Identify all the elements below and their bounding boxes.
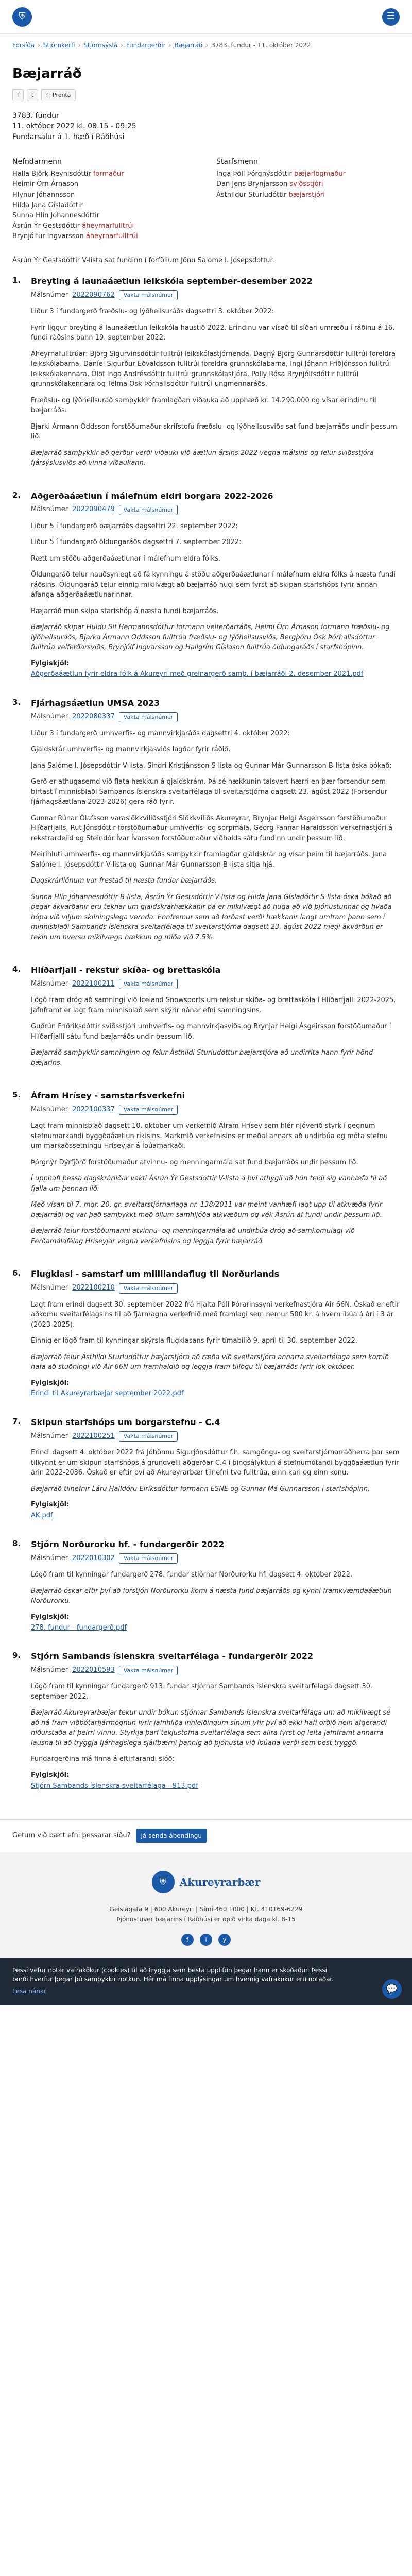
agenda-paragraph: Bæjarráð felur Ásthildi Sturludóttur bæjarstjóra að ræða við sveitarstjóra annarra sveitarfélaga sem komið hafa að stuðningi við Air 66N um framhaldið og leggja fram tillögu til bæjarráðs fyrir lok október. <box>31 1353 389 1371</box>
members-heading: Nefndarmenn <box>12 157 62 166</box>
case-number-label: Málsnúmer <box>31 291 68 299</box>
site-header <box>0 0 412 34</box>
breadcrumb-item[interactable]: Forsíða <box>12 42 35 49</box>
attachments-heading: Fylgiskjöl: <box>31 1771 70 1779</box>
breadcrumb-item[interactable]: Stjórnkerfi <box>43 42 75 49</box>
attachment-link[interactable]: Erindi til Akureyrarbæjar september 2022.pdf <box>31 1389 184 1398</box>
agenda-item-title: Stjórn Norðurorku hf. - fundargerðir 2022 <box>31 1539 225 1550</box>
chat-icon[interactable]: 💬 <box>382 1979 402 1999</box>
agenda-paragraph: Í upphafi þessa dagskrárliðar vakti Ásrún Ýr Gestsdóttir V-lista á því athygli að hún teldi sig vanhæfa til að fjalla um þennan lið. <box>31 1175 387 1193</box>
agenda-item-number: 1. <box>12 276 21 285</box>
site-footer <box>0 1852 412 1958</box>
attendee-role: áheyrnarfulltrúi <box>85 232 138 241</box>
case-number-row <box>31 712 400 722</box>
watch-case-button[interactable]: Vakta málsnúmer <box>119 1431 178 1442</box>
attendee-name: Halla Björk Reynisdóttir <box>12 170 91 178</box>
agenda-paragraph: Gerð er athugasemd við flata hækkun á gjaldskrám. Þá sé hækkunin talsvert hærri en þær forsendur sem birtast í minnisblaði Sambands íslenskra sveitarfélaga til sveitarstjórna dagsett 23. ágúst 2022 (Forsendur fjárhagsáætlana 2023-2026) gera ráð fyrir. <box>31 778 388 806</box>
agenda-item <box>12 1538 400 1635</box>
watch-case-button[interactable]: Vakta málsnúmer <box>119 979 178 989</box>
attachment-link[interactable]: 278. fundur - fundargerð.pdf <box>31 1623 127 1632</box>
case-number-row <box>31 290 400 300</box>
case-number-row <box>31 979 400 989</box>
agenda-paragraph: Einnig er lögð fram til kynningar skýrsla flugklasans fyrir tímabilið 9. apríl til 30. september 2022. <box>31 1337 358 1345</box>
agenda-paragraph: Erindi dagsett 4. október 2022 frá Jóhönnu Sigurjónsdóttur f.h. samgöngu- og sveitarstjórnarráðherra þar sem tilkynnt er um skipun starfshóps á grundvelli aðgerðar C.4 í þingsályktun á stefnumótandi byggðaáætlun fyrir árin 2022-2036. Óskað er eftir því að Akureyrarbær tilnefni tvo fulltrúa, einn karl og einn konu. <box>31 1449 400 1477</box>
print-icon: ⎙ <box>46 92 51 99</box>
agenda-items <box>12 275 400 1793</box>
hamburger-icon[interactable]: ☰ <box>382 8 400 26</box>
attachment-item <box>31 1782 400 1791</box>
agenda-paragraph: Liður 5 í fundargerð bæjarráðs dagsettri 22. september 2022: <box>31 522 238 530</box>
watch-case-button[interactable]: Vakta málsnúmer <box>119 1105 178 1115</box>
attendee-name: Hlynur Jóhannsson <box>12 191 75 199</box>
case-number-link[interactable]: 2022100211 <box>72 979 115 988</box>
agenda-paragraph: Bæjarráð mun skipa starfshóp á næsta fundi bæjarráðs. <box>31 607 219 615</box>
case-number-label: Málsnúmer <box>31 505 68 514</box>
agenda-item-title: Breyting á launaáætlun leikskóla september-desember 2022 <box>31 276 313 286</box>
footer-brand: Akureyrarbær <box>179 1875 261 1888</box>
social-icon[interactable]: y <box>218 1934 231 1946</box>
agenda-paragraph: Bæjarráð Akureyrarbæjar tekur undir bókun stjórnar Sambands íslenskra sveitarfélaga um að mikilvægt sé að ná fram viðbótarfjármögnun fyrir jafnhliða innleiðingum sínum yfir því að ekki hafi orðið nein afgerandi niðurstaða af þeirri vinnu. Styrkja þarf tekjustofna sveitarfélaga sem allra fyrst og leita jafnframt annarra lausna til að tryggja fjárhagslega sjálfbærni þannig að þjónusta við íbúana verði sem best tryggð. <box>31 1709 391 1747</box>
breadcrumb-separator: › <box>78 42 81 49</box>
feedback-button[interactable]: Já senda ábendingu <box>136 1829 207 1843</box>
agenda-paragraph: Bjarki Ármann Oddsson forstöðumaður skrifstofu fræðslu- og lýðheilsusviðs sat fund bæjarráðs undir þessum lið. <box>31 422 397 441</box>
agenda-paragraph: Lagt fram erindi dagsett 30. september 2022 frá Hjalta Páli Þórarinssyni verkefnastjóra Air 66N. Óskað er eftir aðkomu sveitarfélagsins til að fjármagna verkefnið með framlagi sem nemur 500 kr. á hvern íbúa á ári í 3 ár (2023-2025). <box>31 1300 400 1329</box>
agenda-paragraph: Þórgnýr Dýrfjörð forstöðumaður atvinnu- og menningarmála sat fund bæjarráðs undir þessum lið. <box>31 1158 358 1166</box>
staff-column <box>216 157 400 242</box>
agenda-paragraph: Rætt um stöðu aðgerðaáætlunar í málefnum eldra fólks. <box>31 554 220 563</box>
case-number-link[interactable]: 2022010302 <box>72 1554 115 1562</box>
agenda-item-number: 5. <box>12 1090 21 1100</box>
agenda-paragraph: Liður 3 í fundargerð fræðslu- og lýðheilsuráðs dagsettri 3. október 2022: <box>31 308 274 316</box>
agenda-item-body <box>31 697 400 949</box>
agenda-item-body <box>31 1538 400 1635</box>
agenda-item-title: Áfram Hrísey - samstarfsverkefni <box>31 1091 185 1101</box>
case-number-label: Málsnúmer <box>31 1284 68 1292</box>
agenda-paragraph: Bæjarráð óskar eftir því að forstjóri Norðurorku komi á næsta fund bæjarráðs og kynni framkvæmdaáætlun Norðurorku. <box>31 1587 392 1605</box>
attendee-role: formaður <box>93 170 124 178</box>
watch-case-button[interactable]: Vakta málsnúmer <box>119 712 178 722</box>
attendee <box>12 200 196 211</box>
agenda-item <box>12 964 400 1074</box>
case-number-link[interactable]: 2022090479 <box>72 505 115 514</box>
breadcrumb <box>0 34 412 53</box>
agenda-paragraph: Fræðslu- og lýðheilsuráð samþykkir framlagðan viðauka að upphæð kr. 14.290.000 og vísar erindinu til bæjarráðs. <box>31 396 376 415</box>
twitter-share-button[interactable]: t <box>27 89 38 101</box>
staff-list <box>216 169 400 200</box>
agenda-item-body <box>31 1416 400 1523</box>
attendee-name: Sunna Hlín Jóhannesdóttir <box>12 211 100 219</box>
attendee-name: Brynjólfur Ingvarsson <box>12 232 84 241</box>
case-number-label: Málsnúmer <box>31 713 68 721</box>
meeting-meta <box>12 111 400 142</box>
meeting-number: 3783. fundur <box>12 112 59 121</box>
attendee <box>216 169 400 179</box>
agenda-item <box>12 1268 400 1401</box>
attendee-role: áheyrnarfulltrúi <box>82 222 134 230</box>
agenda-item-body <box>31 1650 400 1793</box>
agenda-item-title: Stjórn Sambands íslenskra sveitarfélaga - fundargerðir 2022 <box>31 1651 314 1662</box>
members-column <box>12 157 196 242</box>
attachment-item <box>31 1511 400 1521</box>
attachments-heading: Fylgiskjöl: <box>31 1379 70 1387</box>
agenda-paragraph: Fyrir liggur breyting á launaáætlun leikskóla haustið 2022. Erindinu var vísað til síðari umræðu í ráðinu á 16. fundi ráðsins þann 19. september 2022. <box>31 324 395 342</box>
members-list <box>12 169 196 242</box>
agenda-item <box>12 1650 400 1793</box>
agenda-item-title: Fjárhagsáætlun UMSA 2023 <box>31 698 160 708</box>
meeting-location: Fundarsalur á 1. hæð í Ráðhúsi <box>12 132 125 141</box>
case-number-row <box>31 1666 400 1676</box>
agenda-item-title: Skipun starfshóps um borgarstefnu - C.4 <box>31 1417 220 1428</box>
agenda-paragraph: Jana Salóme I. Jósepsdóttir V-lista, Sindri Kristjánsson S-lista og Gunnar Már Gunnarsson B-lista óska bókað: <box>31 761 392 770</box>
watch-case-button[interactable]: Vakta málsnúmer <box>119 1666 178 1676</box>
watch-case-button[interactable]: Vakta málsnúmer <box>119 290 178 300</box>
case-number-link[interactable]: 2022080337 <box>72 713 115 721</box>
agenda-paragraph: Bæjarráð samþykkir að gerður verði viðauki við áætlun ársins 2022 vegna málsins og felur sviðsstjóra fjársýslusviðs að vinna viðaukann. <box>31 449 374 467</box>
breadcrumb-item[interactable]: Stjórnsýsla <box>83 42 118 49</box>
agenda-item-number: 7. <box>12 1417 21 1427</box>
agenda-item-body <box>31 964 400 1074</box>
case-number-label: Málsnúmer <box>31 1666 68 1674</box>
case-number-link[interactable]: 2022010593 <box>72 1666 115 1674</box>
social-links <box>12 1934 400 1946</box>
attendee-name: Ásrún Ýr Gestsdóttir <box>12 222 80 230</box>
crest-icon: ⛨ <box>12 7 32 27</box>
attendee-name: Dan Jens Brynjarsson <box>216 180 288 189</box>
facebook-share-button[interactable]: f <box>12 89 24 101</box>
attendee <box>12 231 196 242</box>
attendee-name: Ásthildur Sturludóttir <box>216 191 287 199</box>
footer-address: Geislagata 9 | 600 Akureyri | Sími 460 1000 | Kt. 410169-6229 <box>109 1906 303 1913</box>
share-bar <box>12 89 400 101</box>
agenda-paragraph: Sunna Hlín Jóhannesdóttir B-lista, Ásrún Ýr Gestsdóttir V-lista og Hilda Jana Gísladóttir S-lista óska bókað að þegar ákvarðanir eru teknar um gjaldskrárhækkanir þá er mikilvægt að huga að við þjónustunnar og hvaða hópa við viljum skilningslega vernda. Ennfremur sem að forðast verði hækkanir langt umfram þann sem í minnisblaði Sambands íslenskra sveitarfélaga til sveitarstjórna dagsett 23. ágúst 2022 megi ákvörðun er tekin um hversu mikilvæga hækkun og miða við 7,5%. <box>31 893 392 941</box>
agenda-paragraph: Lögð fram til kynningar fundargerð 278. fundar stjórnar Norðurorku hf. dagsett 4. október 2022. <box>31 1571 353 1579</box>
attendee <box>216 179 400 190</box>
watch-case-button[interactable]: Vakta málsnúmer <box>119 1283 178 1294</box>
attendee <box>12 221 196 231</box>
agenda-paragraph: Liður 3 í fundargerð umhverfis- og mannvirkjaráðs dagsettri 4. október 2022: <box>31 729 290 737</box>
attendee-name: Heimir Örn Árnason <box>12 180 79 189</box>
attachment-link[interactable]: Stjórn Sambands íslenskra sveitarfélaga - 913.pdf <box>31 1782 198 1790</box>
attachment-item <box>31 1389 400 1399</box>
breadcrumb-item[interactable]: Bæjarráð <box>174 42 203 49</box>
attachment-item <box>31 1623 400 1633</box>
agenda-paragraph: Bæjarráð tilnefnir Láru Halldóru Eiríksdóttur formann ESNE og Gunnar Má Gunnarsson í starfshópinn. <box>31 1485 370 1493</box>
main-content <box>0 53 412 1819</box>
agenda-paragraph: Bæjarráð samþykkir samninginn og felur Ásthildi Sturludóttur bæjarstjóra að undirrita hann fyrir hönd bæjarins. <box>31 1049 373 1067</box>
breadcrumb-separator: › <box>205 42 209 49</box>
agenda-item <box>12 275 400 474</box>
attendee-role: bæjarlögmaður <box>294 170 346 178</box>
case-number-row <box>31 505 400 515</box>
attendee-name: Hilda Jana Gísladóttir <box>12 201 83 209</box>
attendee-role: bæjarstjóri <box>288 191 325 199</box>
breadcrumb-separator: › <box>121 42 123 49</box>
breadcrumb-separator: › <box>38 42 40 49</box>
breadcrumb-separator: › <box>168 42 171 49</box>
agenda-item <box>12 697 400 949</box>
case-number-link[interactable]: 2022100210 <box>72 1284 115 1292</box>
breadcrumb-item[interactable]: Fundargerðir <box>126 42 166 49</box>
social-icon[interactable]: i <box>200 1934 212 1946</box>
agenda-paragraph: Gjaldskrár umhverfis- og mannvirkjasviðs lagðar fyrir ráðið. <box>31 745 231 754</box>
agenda-paragraph: Áheyrnafulltrúar: Björg Sigurvinsdóttir fulltrúi leikskólastjórnenda, Dagný Björg Gunnarsdóttir fulltrúi foreldra leikskólabarna, Daníel Sigurður Eðvaldsson fulltrúi foreldra grunnskólabarna, Ingi Jóhann Friðjónsson fulltrúi leikskólakennara, Ólöf Inga Andrésdóttir fulltrúi grunnskólastjóra, Polly Rósa Brynjólfsdóttir fulltrúi grunnskólakennara og Telma Ósk Þórhallsdóttir fulltrúi ungmennaráðs. <box>31 350 396 388</box>
attendee-name: Inga Þöll Þórgnýsdóttir <box>216 170 292 178</box>
attachment-link[interactable]: Aðgerðaáætlun fyrir eldra fólk á Akureyri með greinargerð samþ. í bæjarráði 2. desember 2021.pdf <box>31 670 364 678</box>
agenda-item-title: Flugklasi - samstarf um millilandaflug til Norðurlands <box>31 1269 280 1279</box>
site-logo[interactable] <box>12 7 32 27</box>
agenda-paragraph: Fundargerðina má finna á eftirfarandi slóð: <box>31 1755 175 1764</box>
attendee <box>12 169 196 179</box>
case-number-row <box>31 1283 400 1294</box>
agenda-item-number: 8. <box>12 1539 21 1549</box>
case-number-label: Málsnúmer <box>31 979 68 988</box>
feedback-bar <box>0 1819 412 1852</box>
agenda-item-number: 9. <box>12 1651 21 1660</box>
footer-hours: Þjónustuver bæjarins í Ráðhúsi er opið virka daga kl. 8-15 <box>116 1916 296 1923</box>
agenda-paragraph: Með vísan til 7. mgr. 20. gr. sveitarstjórnarlaga nr. 138/2011 var meint vanhæfi lagt upp til atkvæða fyrir bæjarráði og var það samþykkt með öllum samhljóða atkvæðum og vék Ásrún af fundi undir þessum lið. <box>31 1201 383 1219</box>
agenda-item-title: Hlíðarfjall - rekstur skíða- og brettaskóla <box>31 965 221 975</box>
agenda-item-body <box>31 1090 400 1252</box>
crest-icon: ⛨ <box>152 1871 175 1893</box>
print-button[interactable] <box>41 89 75 101</box>
intro-note: Ásrún Ýr Gestsdóttir V-lista sat fundinn í forföllum Jönu Salome I. Jósepsdóttur. <box>12 257 274 265</box>
agenda-item-number: 2. <box>12 490 21 500</box>
watch-case-button[interactable]: Vakta málsnúmer <box>119 505 178 515</box>
attachments-heading: Fylgiskjöl: <box>31 1501 70 1509</box>
agenda-paragraph: Öldungaráð telur nauðsynlegt að fá kynningu á stöðu aðgerðaáætlunar í málefnum eldra fólks á næsta fundi ráðsins. Öldungaráð telur einnig mikilvægt að bæjarráð hugi sem fyrst að skipan starfshóps fyrir annan áfanga aðgerðaáætlunarinnar. <box>31 571 396 599</box>
case-number-link[interactable]: 2022100251 <box>72 1432 115 1440</box>
agenda-item <box>12 1090 400 1252</box>
agenda-item <box>12 1416 400 1523</box>
agenda-item-body <box>31 275 400 474</box>
attachments-heading: Fylgiskjöl: <box>31 1613 70 1621</box>
agenda-paragraph: Bæjarráð felur forstöðumanni atvinnu- og menningarmála að undirbúa drög að samkomulagi við Ferðamálafélag Hríseyjar vegna verkefnisins og leggja fyrir bæjarráð. <box>31 1227 355 1245</box>
agenda-paragraph: Dagskrárliðnum var frestað til næsta fundar bæjarráðs. <box>31 877 217 885</box>
attendee <box>12 190 196 200</box>
attendee-role: sviðsstjóri <box>289 180 323 189</box>
case-number-row <box>31 1431 400 1442</box>
attachment-link[interactable]: AK.pdf <box>31 1512 53 1520</box>
agenda-paragraph: Guðrún Fríðriksdóttir sviðsstjóri umhverfis- og mannvirkjasviðs og Brynjar Helgi Ásgeirsson forstöðumaður í Hlíðarfjalli sátu fund bæjarráðs undir þessum lið. <box>31 1023 391 1041</box>
agenda-item-body <box>31 1268 400 1401</box>
cookie-banner <box>0 1958 412 2005</box>
agenda-item-number: 3. <box>12 697 21 707</box>
social-icon[interactable]: f <box>181 1934 194 1946</box>
page-title: Bæjarráð <box>12 66 82 82</box>
attendees <box>12 157 400 242</box>
agenda-paragraph: Lagt fram minnisblað dagsett 10. október um verkefnið Áfram Hrísey sem hlér njóverið styrk í gegnum stefnumarkandi byggðaáætlun ríkisins. Markmið verkefnisins er meðal annars að undirbúa og móta stefnu um markaðssetningu Hríseyjar á Íbúamarkaði. <box>31 1122 388 1150</box>
cookie-text: Þessi vefur notar vafrakökur (cookies) til að tryggja sem besta upplifun þegar hann er skoðaður. Þessi borði hverfur þegar þú samþykkir notkun. Hér má finna upplýsingar um hvernig vafrakökur eru notaðar. <box>12 1967 334 1984</box>
attachments-heading: Fylgiskjöl: <box>31 659 70 667</box>
case-number-label: Málsnúmer <box>31 1432 68 1440</box>
attendee <box>216 190 400 200</box>
case-number-link[interactable]: 2022100337 <box>72 1106 115 1114</box>
print-label: Prenta <box>53 92 71 99</box>
footer-logo[interactable] <box>12 1871 400 1893</box>
feedback-question: Getum við bætt efni þessarar síðu? <box>12 1831 131 1839</box>
meeting-date: 11. október 2022 kl. 08:15 - 09:25 <box>12 122 136 131</box>
attachment-item <box>31 670 400 680</box>
agenda-paragraph: Liður 5 í fundargerð öldungaráðs dagsettri 7. september 2022: <box>31 538 242 547</box>
case-number-label: Málsnúmer <box>31 1554 68 1562</box>
case-number-row <box>31 1553 400 1564</box>
case-number-link[interactable]: 2022090762 <box>72 291 115 299</box>
agenda-item <box>12 490 400 682</box>
attendee <box>12 211 196 221</box>
attendee <box>12 179 196 190</box>
agenda-paragraph: Meirihluti umhverfis- og mannvirkjaráðs samþykkir framlagðar gjaldskrár og vísar þeim til bæjarráðs. Jana Salóme I. Jósepsdóttir V-lista og Gunnar Már Gunnarsson B-lista sitja hjá. <box>31 851 387 869</box>
staff-heading: Starfsmenn <box>216 157 258 166</box>
agenda-paragraph: Lögð fram drög að samningi við Iceland Snowsports um rekstur skíða- og brettaskóla í Hlíðarfjalli 2022-2025. Jafnframt er lagt fram minnisblað sem skýrir nánar efni samningsins. <box>31 996 396 1014</box>
case-number-row <box>31 1105 400 1115</box>
agenda-paragraph: Gunnar Rúnar Ólafsson varaslökkviliðsstjóri Slökkviliðs Akureyrar, Brynjar Helgi Ásgeirsson forstöðumaður Hlíðarfjalls, Rut Jónsdóttir forstöðumaður umhverfis- og sorpmála, Georg Fannar Haraldsson verkefnastjóri á rekstrardeild og Steindór Ívar Ívarsson forstöðumaður viðhalds sátu fundinn undir þessum lið. <box>31 814 393 842</box>
agenda-paragraph: Lögð fram til kynningar fundargerð 913. fundar stjórnar Sambands íslenskra sveitarfélaga dagsett 30. september 2022. <box>31 1683 373 1701</box>
breadcrumb-item: 3783. fundur - 11. október 2022 <box>211 42 311 49</box>
agenda-item-number: 4. <box>12 964 21 974</box>
agenda-item-number: 6. <box>12 1268 21 1278</box>
agenda-paragraph: Bæjarráð skipar Huldu Sif Hermannsdóttur formann velferðarráðs, Heimi Örn Árnason formann fræðslu- og lýðheilsuráðs, Bjarka Ármann Oddsson fulltrúa fræðslu- og lýðheilsusviðs, Bergþóru Ósk Þórhallsdóttur fulltrúa velferðarsviðs, Brynjólf Ingvarsson og Hallgrím Gíslason fulltrúa öldungaráðs í starfshópinn. <box>31 623 390 652</box>
cookie-read-more-link[interactable]: Lesa nánar <box>12 1988 47 1995</box>
watch-case-button[interactable]: Vakta málsnúmer <box>119 1553 178 1564</box>
agenda-item-body <box>31 490 400 682</box>
agenda-item-title: Aðgerðaáætlun í málefnum eldri borgara 2022-2026 <box>31 490 273 501</box>
case-number-label: Málsnúmer <box>31 1106 68 1114</box>
